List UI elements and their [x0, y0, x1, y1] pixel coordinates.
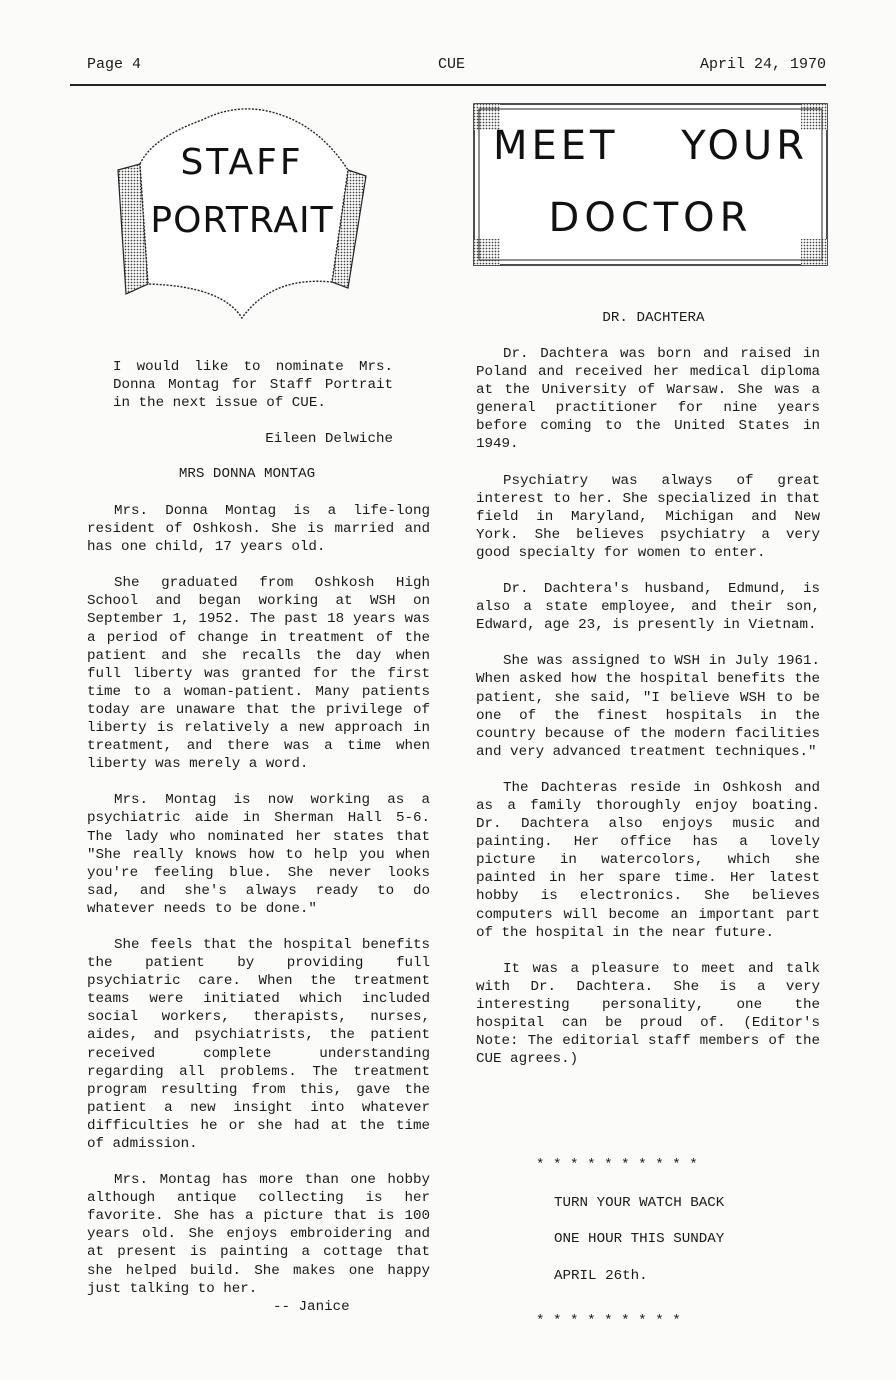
staff-article-body — [87, 502, 430, 1316]
doctor-paragraph: It was a pleasure to meet and talk with Dr. Dachtera. She is a very interesting personality, one the hospital can be proud of. (Editor's Note: The editorial staff members of the CUE agrees.) — [476, 960, 820, 1068]
subject-heading: MRS DONNA MONTAG — [178, 466, 316, 482]
doctor-paragraph: The Dachteras reside in Oshkosh and as a family thoroughly enjoy boating. Dr. Dachtera also enjoys music and painting. Her office has a lovely picture in watercolors, which she painted in her spare time. Her latest hobby is electronics. She believes computers will become an important part of the hospital in the near future. — [476, 779, 820, 941]
banner-line2: DOCTOR — [548, 195, 753, 241]
staff-portrait-logo — [112, 98, 372, 328]
notice-line-1: TURN YOUR WATCH BACK — [554, 1195, 725, 1211]
doctor-paragraph: Psychiatry was always of great interest to her. She specialized in that field in Maryland, Michigan and New York. She believes psychiatry a very good specialty for women to enter. — [476, 472, 820, 561]
doctor-name-heading: DR. DACHTERA — [602, 310, 705, 326]
notice-line-2: ONE HOUR THIS SUNDAY — [554, 1231, 725, 1247]
staff-paragraph: She feels that the hospital benefits the patient by providing full psychiatric care. When the treatment teams were initiated which included social workers, therapists, nurses, aides, and psychiatrists, the patient received complete understanding regarding all problems. The treatment program resulting from this, gave the patient a new insight into whatever difficulties he or she had at the time of admission. — [87, 936, 430, 1152]
page-number: Page 4 — [87, 56, 142, 73]
doctor-article-body — [476, 345, 820, 1086]
doctor-paragraph: She was assigned to WSH in July 1961. When asked how the hospital benefits the patient, she said, "I believe WSH to be one of the finest hospitals in the country because of the modern facilities and very advanced treatment techniques." — [476, 653, 820, 760]
staff-logo-line2: PORTRAIT — [150, 200, 334, 241]
meet-your-doctor-banner — [473, 103, 828, 266]
nomination-text: I would like to nominate Mrs. Donna Montag for Staff Portrait in the next issue of CUE. — [113, 359, 393, 412]
banner-line1: MEET YOUR — [492, 123, 808, 169]
notice-line-3: APRIL 26th. — [554, 1268, 648, 1284]
staff-paragraph: Mrs. Donna Montag is a life-long resident of Oshkosh. She is married and has one child, 17 years old. — [87, 503, 430, 556]
issue-date: April 24, 1970 — [700, 56, 827, 73]
publication-name: CUE — [438, 56, 466, 73]
staff-paragraph: She graduated from Oshkosh High School and began working at WSH on September 1, 1952. The past 18 years was a period of change in treatment of the patient and she recalls the day when full liberty was granted for the first time to a woman-patient. Many patients today are unaware that the privilege of liberty is relatively a new approach in treatment, and there was a time when liberty was merely a word. — [87, 575, 430, 773]
staff-signoff: -- Janice — [273, 1298, 350, 1315]
nominator-name: Eileen Delwiche — [265, 431, 393, 448]
stars-divider-bottom: * * * * * * * * * — [536, 1313, 681, 1329]
doctor-paragraph: Dr. Dachtera was born and raised in Poland and received her medical diploma at the University of Warsaw. She was a general practitioner for nine years before coming to the United States in 1949. — [476, 346, 820, 453]
staff-logo-line1: STAFF — [180, 142, 304, 183]
header-rule — [70, 84, 826, 86]
stars-divider-top: * * * * * * * * * * — [536, 1157, 698, 1173]
staff-paragraph: Mrs. Montag is now working as a psychiatric aide in Sherman Hall 5-6. The lady who nominated her states that "She really knows how to help you when you're feeling blue. She never looks sad, and she's always ready to do whatever needs to be done." — [87, 792, 430, 917]
staff-paragraph: Mrs. Montag has more than one hobby although antique collecting is her favorite. She has a picture that is 100 years old. She enjoys embroidering and at present is painting a cottage that she helped build. She makes one happy just talking to her. — [87, 1172, 430, 1297]
nomination-block — [113, 358, 393, 466]
doctor-paragraph: Dr. Dachtera's husband, Edmund, is also a state employee, and their son, Edward, age 23, is presently in Vietnam. — [476, 581, 820, 634]
